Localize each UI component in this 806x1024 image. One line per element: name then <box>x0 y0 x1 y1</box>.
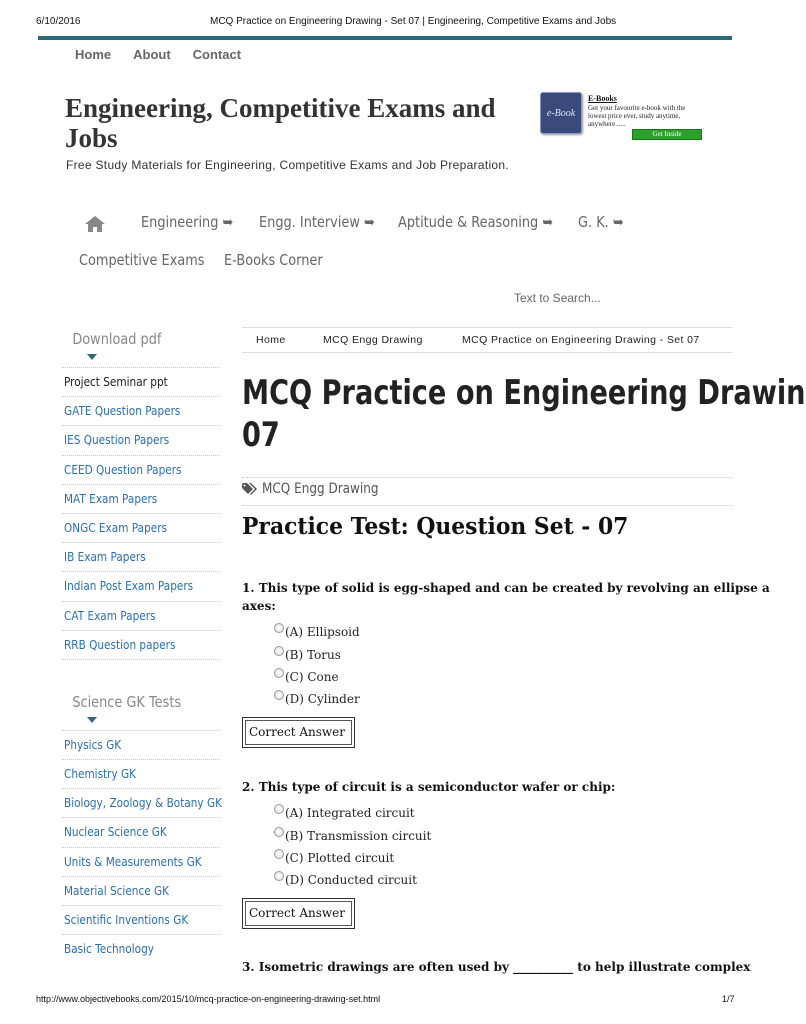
print-date: 6/10/2016 <box>36 16 81 27</box>
print-footer <box>0 994 768 1008</box>
question-text: 3. Isometric drawings are often used by __________ to help illustrate complex <box>242 960 751 974</box>
radio-button[interactable] <box>274 827 284 837</box>
page-title <box>242 372 806 462</box>
home-icon[interactable] <box>84 215 106 233</box>
sidebar-item[interactable]: Chemistry GK <box>62 760 220 789</box>
sidebar-download-list <box>62 367 220 660</box>
question-2 <box>242 778 732 929</box>
ebook-ad[interactable] <box>540 92 710 142</box>
question-1 <box>242 579 770 748</box>
sidebar-item[interactable]: Nuclear Science GK <box>62 818 220 847</box>
option[interactable]: (A) Integrated circuit <box>274 802 732 824</box>
option[interactable]: (C) Cone <box>274 666 732 688</box>
sidebar-item[interactable]: Scientific Inventions GK <box>62 906 220 935</box>
divider <box>242 505 732 506</box>
ebook-ad-title[interactable]: E-Books <box>588 94 617 103</box>
nav-engg-interview[interactable]: Engg. Interview ➥ <box>259 213 375 231</box>
radio-button[interactable] <box>274 646 284 656</box>
radio-button[interactable] <box>274 690 284 700</box>
sidebar-item[interactable]: ONGC Exam Papers <box>62 514 220 543</box>
question-text-cont: axes: <box>242 599 276 613</box>
nav-ebooks-corner[interactable]: E-Books Corner <box>224 251 323 269</box>
sidebar-item[interactable]: IB Exam Papers <box>62 543 220 572</box>
nav-gk[interactable]: G. K. ➥ <box>578 213 624 231</box>
search-input[interactable]: Text to Search... <box>514 291 601 305</box>
print-header <box>0 16 768 30</box>
option[interactable]: (B) Torus <box>274 643 732 665</box>
top-nav <box>75 47 241 62</box>
question-options <box>274 621 732 711</box>
sidebar-item[interactable]: GATE Question Papers <box>62 397 220 426</box>
sidebar-item[interactable]: Project Seminar ppt <box>62 368 220 397</box>
answer-box <box>242 898 355 929</box>
breadcrumb-category[interactable]: MCQ Engg Drawing <box>323 334 423 346</box>
sidebar-item[interactable]: Units & Measurements GK <box>62 848 220 877</box>
option[interactable]: (B) Transmission circuit <box>274 824 732 846</box>
print-url: http://www.objectivebooks.com/2015/10/mcq-practice-on-engineering-drawing-set.html <box>36 994 381 1004</box>
caret-down-icon <box>87 717 97 723</box>
page-title-line-1: MCQ Practice on Engineering Drawin <box>242 373 806 413</box>
site-tagline: Free Study Materials for Engineering, Competitive Exams and Job Preparation. <box>66 158 510 172</box>
question-options <box>274 802 732 892</box>
breadcrumb-current: MCQ Practice on Engineering Drawing - Set 07 <box>462 334 700 346</box>
sidebar-item[interactable]: Material Science GK <box>62 877 220 906</box>
topnav-about[interactable]: About <box>133 47 171 62</box>
site-title[interactable]: Engineering, Competitive Exams and Jobs <box>65 93 496 153</box>
sidebar-item[interactable]: Biology, Zoology & Botany GK <box>62 789 220 818</box>
sidebar-item[interactable]: CEED Question Papers <box>62 456 220 485</box>
radio-button[interactable] <box>274 871 284 881</box>
ebook-ad-text: Get your favourite e-book with the lowest price ever, study anytime, anywhere...... <box>588 104 686 128</box>
sidebar-item[interactable]: Physics GK <box>62 731 220 760</box>
nav-aptitude-reasoning[interactable]: Aptitude & Reasoning ➥ <box>398 213 554 231</box>
option[interactable]: (C) Plotted circuit <box>274 847 732 869</box>
top-accent-bar <box>38 36 732 40</box>
question-3 <box>242 958 751 976</box>
page-title-line-2: 07 <box>242 415 280 455</box>
option[interactable]: (D) Conducted circuit <box>274 869 732 891</box>
topnav-contact[interactable]: Contact <box>192 47 242 62</box>
sidebar-heading-download: Download pdf <box>72 330 162 348</box>
post-category-label[interactable]: MCQ Engg Drawing <box>262 481 379 497</box>
sidebar-item[interactable]: Basic Technology <box>64 941 154 957</box>
print-title: MCQ Practice on Engineering Drawing - Set 07 | Engineering, Competitive Exams and Jobs <box>210 16 617 27</box>
radio-button[interactable] <box>274 804 284 814</box>
nav-competitive-exams[interactable]: Competitive Exams <box>79 251 205 269</box>
print-page-number: 1/7 <box>722 994 735 1004</box>
breadcrumb <box>242 327 732 353</box>
option[interactable]: (A) Ellipsoid <box>274 621 732 643</box>
post-category[interactable] <box>242 481 397 497</box>
divider <box>242 477 732 478</box>
sidebar-item[interactable]: RRB Question papers <box>62 631 220 660</box>
sidebar-heading-science: Science GK Tests <box>72 692 182 711</box>
sidebar-science-list <box>62 730 220 965</box>
caret-down-icon <box>87 354 97 360</box>
nav-engineering[interactable]: Engineering ➥ <box>141 213 234 231</box>
sidebar-item[interactable]: CAT Exam Papers <box>62 602 220 631</box>
breadcrumb-home[interactable]: Home <box>256 334 286 346</box>
practice-test-heading: Practice Test: Question Set - 07 <box>242 513 629 540</box>
ebook-cover-image[interactable]: e-Book <box>540 92 582 134</box>
sidebar-item[interactable]: Indian Post Exam Papers <box>62 572 220 601</box>
option[interactable]: (D) Cylinder <box>274 688 732 710</box>
sidebar-item[interactable]: MAT Exam Papers <box>62 485 220 514</box>
answer-box <box>242 717 355 748</box>
topnav-home[interactable]: Home <box>75 47 112 62</box>
correct-answer-button[interactable]: Correct Answer <box>245 720 352 745</box>
get-inside-button[interactable]: Get Inside <box>632 129 702 140</box>
question-text: 2. This type of circuit is a semiconductor wafer or chip: <box>242 780 616 794</box>
sidebar-item[interactable]: IES Question Papers <box>62 426 220 455</box>
question-text: 1. This type of solid is egg-shaped and can be created by revolving an ellipse a <box>242 581 770 595</box>
correct-answer-button[interactable]: Correct Answer <box>245 901 352 926</box>
radio-button[interactable] <box>274 849 284 859</box>
radio-button[interactable] <box>274 668 284 678</box>
tags-icon <box>242 483 258 495</box>
radio-button[interactable] <box>274 623 284 633</box>
sidebar <box>62 330 220 964</box>
